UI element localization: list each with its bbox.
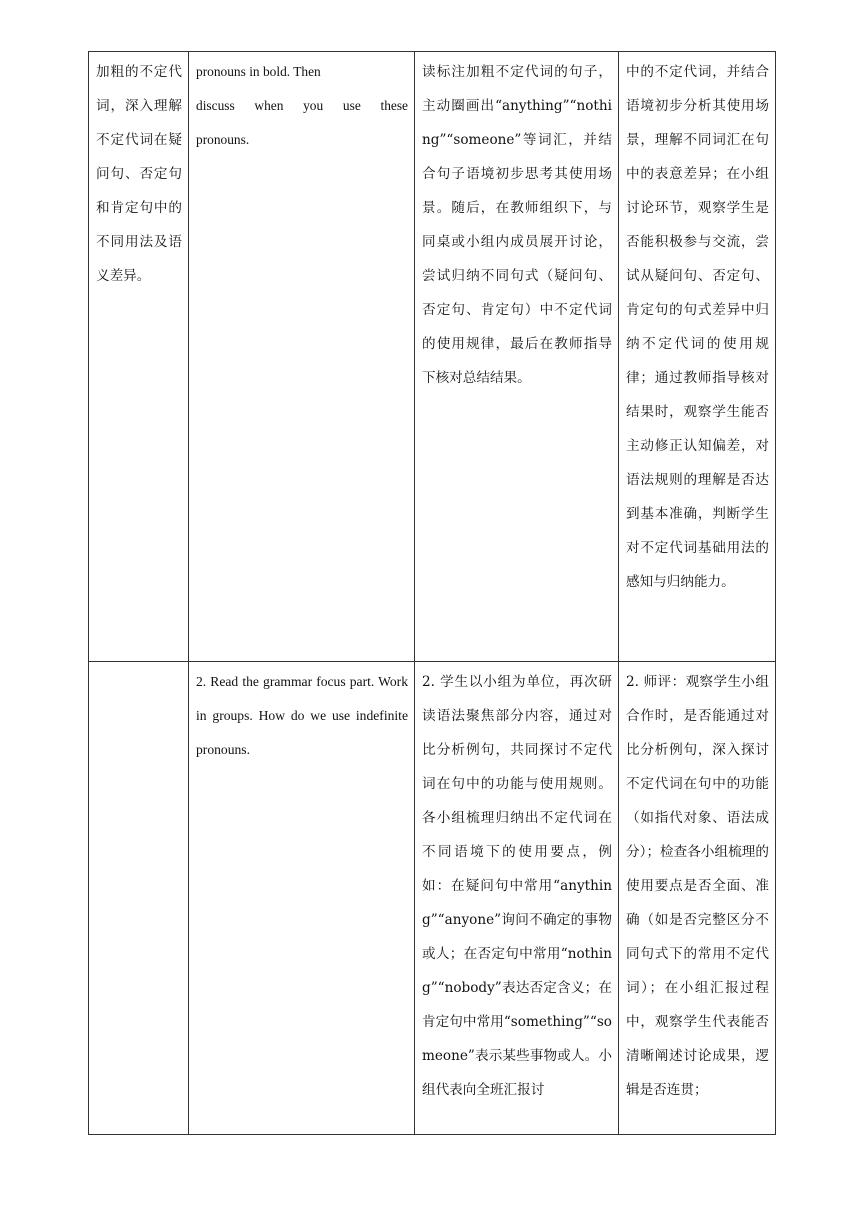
table-row <box>89 52 776 662</box>
objective-cell <box>89 662 189 1135</box>
student-task-cell <box>415 52 619 662</box>
activity-line-1: pronouns in bold. Then <box>196 64 321 79</box>
lesson-plan-table <box>88 51 776 1135</box>
activity-text <box>189 52 414 157</box>
activity-cell <box>189 52 415 662</box>
activity-line-3: pronouns. <box>196 132 250 147</box>
table-row <box>89 662 776 1135</box>
objective-text <box>89 662 188 665</box>
evaluation-text: 2. 师评：观察学生小组合作时，是否能通过对比分析例句，深入探讨不定代词在句中的功能（如指代对象、语法成分）；检查各小组梳理的使用要点是否全面、准确（如是否完整区分不同句式下的常用不定代词）；在小组汇报过程中，观察学生代表能否清晰阐述讨论成果，逻辑是否连贯； <box>626 674 769 1098</box>
evaluation-cell <box>619 52 776 662</box>
student-task-text: 2. 学生以小组为单位，再次研读语法聚焦部分内容，通过对比分析例句，共同探讨不定代词在句中的功能与使用规则。各小组梳理归纳出不定代词在不同语境下的使用要点，例如：在疑问句中常用“anything”“anyone”询问不确定的事物或人；在否定句中常用“nothing”“nobody”表达否定含义；在肯定句中常用“something”“someone”表示某些事物或人。小组代表向全班汇报讨 <box>422 674 612 1098</box>
activity-line-2: discuss when you use these <box>196 98 408 113</box>
objective-cell <box>89 52 189 662</box>
activity-text: 2. Read the grammar focus part. Work in groups. How do we use indefinite pronouns. <box>196 674 408 757</box>
evaluation-text: 中的不定代词，并结合语境初步分析其使用场景，理解不同词汇在句中的表意差异；在小组讨论环节，观察学生是否能积极参与交流，尝试从疑问句、否定句、肯定句的句式差异中归纳不定代词的使用规律；通过教师指导核对结果时，观察学生能否主动修正认知偏差，对语法规则的理解是否达到基本准确，判断学生对不定代词基础用法的感知与归纳能力。 <box>626 64 769 590</box>
objective-text: 加粗的不定代词，深入理解不定代词在疑问句、否定句和肯定句中的不同用法及语义差异。 <box>96 64 182 284</box>
student-task-text: 读标注加粗不定代词的句子，主动圈画出“anything”“nothing”“someone”等词汇，并结合句子语境初步思考其使用场景。随后，在教师组织下，与同桌或小组内成员展开讨论，尝试归纳不同句式（疑问句、否定句、肯定句）中不定代词的使用规律，最后在教师指导下核对总结结果。 <box>422 64 612 386</box>
activity-cell <box>189 662 415 1135</box>
evaluation-cell <box>619 662 776 1135</box>
student-task-cell <box>415 662 619 1135</box>
